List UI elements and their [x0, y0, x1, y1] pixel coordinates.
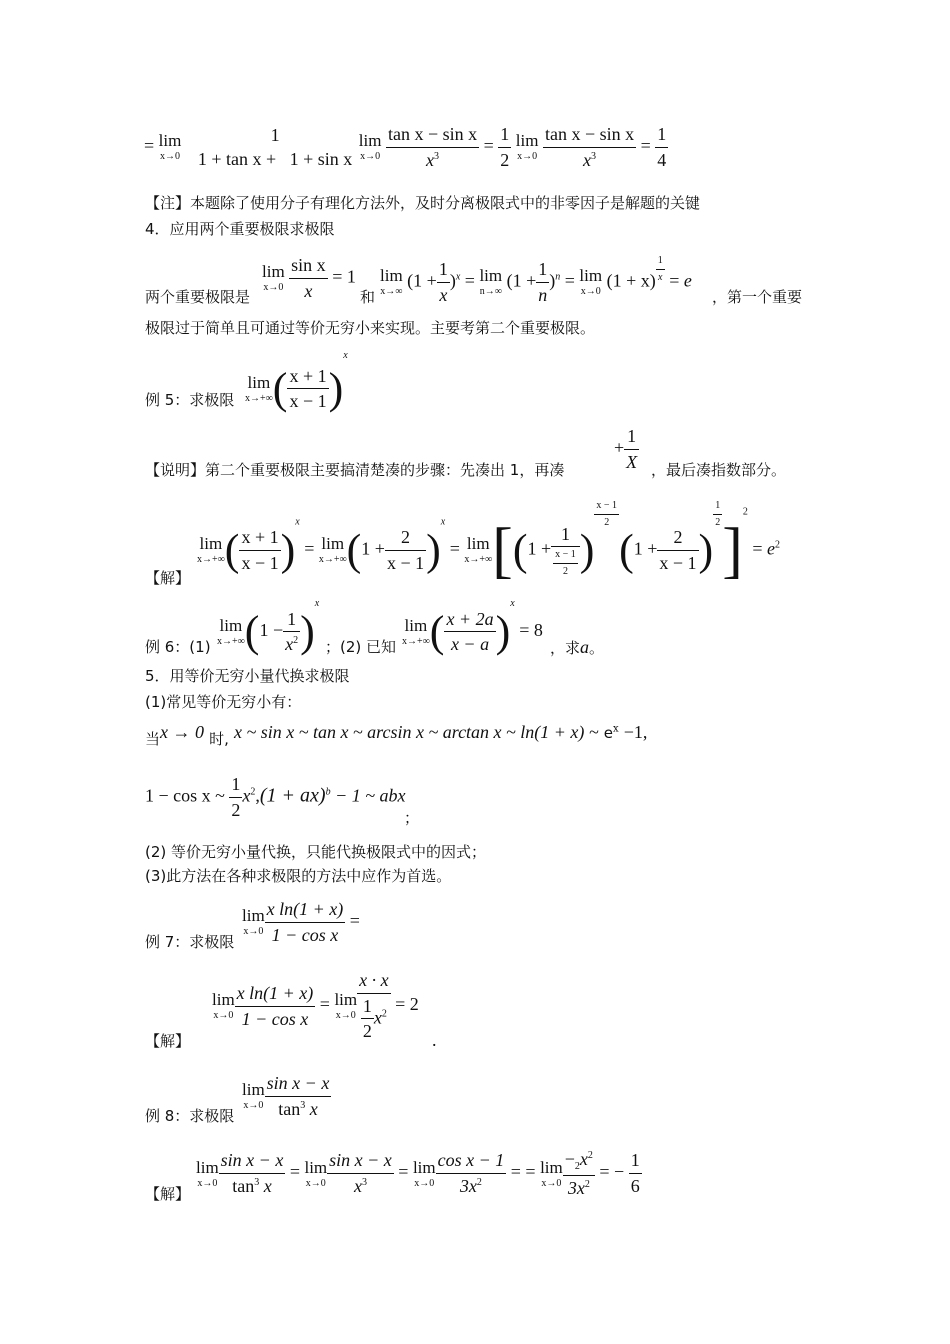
example-5-label: 例 5：求极限 — [145, 391, 235, 409]
example-6-label: 例 6：(1) — [145, 638, 211, 656]
first-important-limit: lim x→0 $\frac{\text{sin x}}{x}$ = 1 — [262, 255, 356, 301]
example-6-tail: ，求a。 — [550, 637, 605, 657]
example-8-label: 例 8：求极限 — [145, 1107, 235, 1125]
example-7-label: 例 7：求极限 — [145, 933, 235, 951]
example-7-expression: lim x→0 $\frac{\text{x ln(1 + x)}}{\text{1 − cos x}}$ = — [242, 899, 360, 945]
solution-7-expression: lim x→0 $\frac{\text{x ln(1 + x)}}{\text{1 − cos x}}$ = lim x→0 x · x $\frac{1}{2}$ $x^2$ = 2 — [212, 970, 419, 1042]
variable-a: a — [580, 637, 590, 657]
two-limits-intro: 两个重要极限是 — [145, 288, 251, 306]
solution-8-expression: lim x→0 $\frac{\text{sin x − x}}{\tan^3 x}$ = lim x→0 $\frac{\text{sin x − x}}{x^3}$ = lim x→0 $\frac{\text{cos x − 1}}{3x^2}$ = = lim x→0 $\frac{-_2x^2}{3x^2}$ = − $\frac{1}{6}$ — [196, 1149, 640, 1198]
item-1: (1)常见等价无穷小有： — [145, 693, 302, 711]
section-heading-4: 4．应用两个重要极限求极限 — [145, 220, 335, 238]
explain-text-a: 【说明】第二个重要极限主要搞清楚凑的步骤：先凑出 1，再凑 — [145, 461, 565, 479]
two-limits-line2: 极限过于简单且可通过等价无穷小来实现。主要考第二个重要极限。 — [145, 319, 596, 337]
solution-5-expression: lim x→+∞ ( $\frac{x + 1}{x - 1}$ )$^x$ = lim x→+∞ (1 + $\frac{2}{x - 1}$ )$^x$ = lim x→+∞ [(1 + $\frac{1}{\frac{x - 1}{2}}$ ) $\frac{x - 1}{2}$ (1 + $\frac{2}{x - 1}$ ) $\frac{1}{2}$ ]$^2 = e^2$ — [197, 500, 780, 585]
equivalence-line-2: 1 − cos x ~ $\frac{1}{2}$ $x^2,(1 + ax)^b - 1$ ~ abx — [145, 774, 406, 820]
example-6-mid: ；(2) 已知 — [325, 638, 397, 656]
equation-rationalize: = lim x→0 1 1 + tan x + 1 + sin x lim x→0 $\frac{\text{tan x − sin x}}{x^3}$ = $\frac{1}{2}$ lim x→0 $\frac{\text{tan x − sin x}}{x^3}$ = $\frac{1}{4}$ — [144, 124, 667, 170]
solution-5-label: 【解】 — [145, 569, 191, 587]
equivalence-line-1: 当x → 0 时, x ~ sin x ~ tan x ~ arcsin x ~ arctan x ~ ln(1 + x) ~ $e^x -1$, — [145, 722, 648, 748]
item-2: (2) 等价无穷小量代换，只能代换极限式中的因式； — [145, 843, 487, 861]
explain-text-b: ，最后凑指数部分。 — [651, 461, 787, 479]
item-3: (3)此方法在各种求极限的方法中应作为首选。 — [145, 867, 452, 885]
example-6-part2-expression: lim x→+∞ ( $\frac{x + 2a}{x - a}$ )$^x$ = 8 — [402, 598, 543, 656]
example-6-part1-expression: lim x→+∞ (1 − $\frac{1}{x^2}$ )$^x$ — [217, 598, 320, 656]
example-5-expression: lim x→+∞ ( $\frac{x + 1}{x - 1}$ )$^x$ — [245, 350, 348, 413]
note-key-point: 【注】本题除了使用分子有理化方法外，及时分离极限式中的非零因子是解题的关键 — [145, 194, 701, 212]
second-important-limit: lim x→∞ (1 + $\frac{1}{x}$ )$^x$ = lim n→∞ (1 + $\frac{1}{n}$ )$^n$ = lim x→0 (1 + x) $\frac{1}{x}$ = e — [380, 255, 692, 305]
solution-7-label: 【解】 — [145, 1032, 191, 1050]
solution-8-label: 【解】 — [145, 1185, 191, 1203]
explain-fraction: + $\frac{1}{X}$ — [614, 426, 638, 472]
solution-7-dot: . — [432, 1030, 437, 1050]
example-8-expression: lim x→0 $\frac{\text{sin x − x}}{\tan^3 x}$ — [242, 1073, 330, 1119]
two-limits-tail: ，第一个重要 — [712, 288, 803, 306]
section-heading-5: 5．用等价无穷小量代换求极限 — [145, 667, 350, 685]
and-label: 和 — [360, 288, 376, 306]
equivalence-semicolon: ； — [404, 809, 420, 827]
